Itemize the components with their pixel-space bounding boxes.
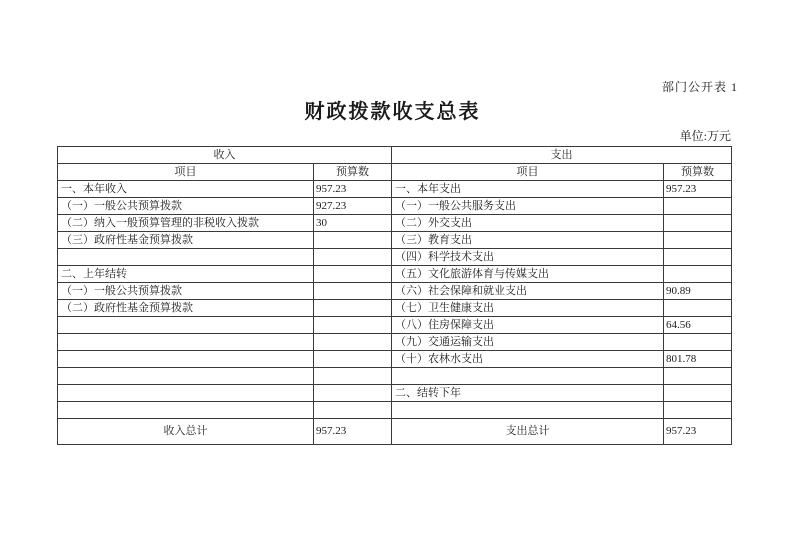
table-row [58,317,732,334]
income-value-cell [314,385,392,402]
income-item-cell: 二、上年结转 [58,266,314,283]
income-item-cell [58,249,314,266]
table-body [58,181,732,419]
table-row [58,334,732,351]
income-value-cell [314,300,392,317]
income-value-cell [314,368,392,385]
unit-label: 单位:万元 [679,129,731,143]
expense-value-cell [664,249,732,266]
income-item-cell [58,368,314,385]
expense-value-cell [664,215,732,232]
expense-item-cell: （五）文化旅游体育与传媒支出 [392,266,664,283]
income-budget-header: 预算数 [314,164,392,181]
table-row [58,181,732,198]
expense-item-cell [392,402,664,419]
expense-item-cell: （三）教育支出 [392,232,664,249]
expense-budget-header: 预算数 [664,164,732,181]
table-row [58,249,732,266]
income-value-cell: 957.23 [314,181,392,198]
table-row [58,300,732,317]
total-row [58,419,732,445]
income-value-cell [314,283,392,300]
expense-item-header: 项目 [392,164,664,181]
income-item-cell: （二）纳入一般预算管理的非税收入拨款 [58,215,314,232]
income-item-cell: （一）一般公共预算拨款 [58,283,314,300]
income-value-cell [314,334,392,351]
income-item-cell [58,317,314,334]
expense-item-cell: 二、结转下年 [392,385,664,402]
expense-value-cell [664,368,732,385]
income-value-cell [314,232,392,249]
income-value-cell [314,317,392,334]
table-row [58,215,732,232]
corner-label: 部门公开表 1 [661,80,738,94]
income-item-cell: （一）一般公共预算拨款 [58,198,314,215]
expense-value-cell [664,385,732,402]
table-row [58,402,732,419]
income-value-cell: 927.23 [314,198,392,215]
income-item-cell [58,334,314,351]
expense-item-cell: （二）外交支出 [392,215,664,232]
expense-item-cell: （六）社会保障和就业支出 [392,283,664,300]
income-value-cell [314,351,392,368]
table-row [58,368,732,385]
table-row [58,283,732,300]
expense-item-cell: （九）交通运输支出 [392,334,664,351]
expense-value-cell: 64.56 [664,317,732,334]
income-value-cell [314,266,392,283]
income-item-cell: （三）政府性基金预算拨款 [58,232,314,249]
expense-value-cell: 801.78 [664,351,732,368]
expense-value-cell: 957.23 [664,181,732,198]
expense-value-cell [664,300,732,317]
table-row [58,385,732,402]
expense-item-cell: （七）卫生健康支出 [392,300,664,317]
table-row [58,266,732,283]
income-value-cell: 30 [314,215,392,232]
income-total-value: 957.23 [314,419,392,445]
expense-item-cell: （四）科学技术支出 [392,249,664,266]
expense-item-cell: 一、本年支出 [392,181,664,198]
table-row [58,198,732,215]
income-item-cell [58,385,314,402]
table-row [58,351,732,368]
expense-value-cell [664,402,732,419]
expense-section-header: 支出 [392,147,732,164]
income-item-cell: （二）政府性基金预算拨款 [58,300,314,317]
income-section-header: 收入 [58,147,392,164]
expense-total-label: 支出总计 [392,419,664,445]
expense-item-cell [392,368,664,385]
column-header-row [58,164,732,181]
table-row [58,232,732,249]
income-total-label: 收入总计 [58,419,314,445]
expense-item-cell: （八）住房保障支出 [392,317,664,334]
budget-table [57,146,732,445]
expense-item-cell: （十）农林水支出 [392,351,664,368]
income-item-cell [58,402,314,419]
income-item-header: 项目 [58,164,314,181]
expense-value-cell [664,334,732,351]
page-title: 财政拨款收支总表 [304,101,481,123]
expense-value-cell [664,232,732,249]
expense-item-cell: （一）一般公共服务支出 [392,198,664,215]
income-item-cell [58,351,314,368]
expense-value-cell [664,198,732,215]
income-item-cell: 一、本年收入 [58,181,314,198]
section-header-row [58,147,732,164]
income-value-cell [314,249,392,266]
expense-total-value: 957.23 [664,419,732,445]
expense-value-cell: 90.89 [664,283,732,300]
income-value-cell [314,402,392,419]
expense-value-cell [664,266,732,283]
